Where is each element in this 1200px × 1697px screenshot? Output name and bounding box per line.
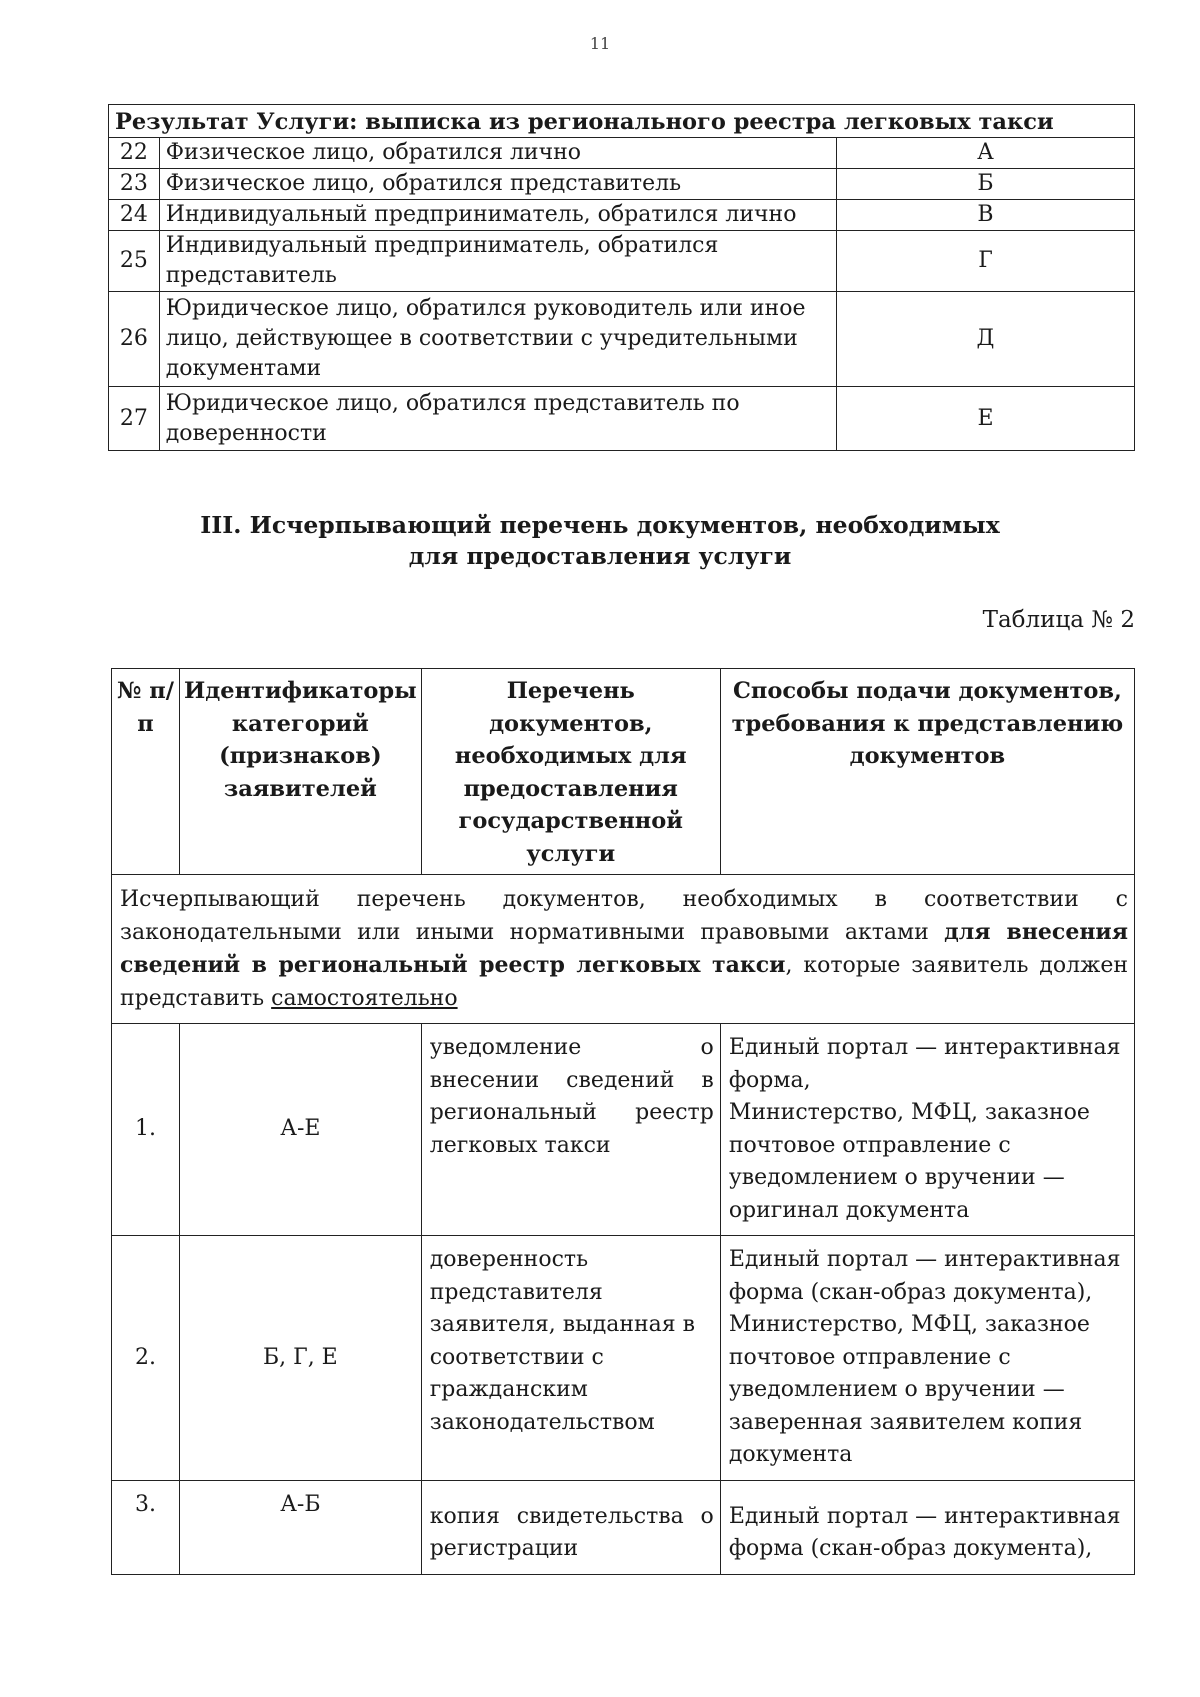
column-header-number: № п/п xyxy=(112,669,180,875)
row-number: 22 xyxy=(109,138,160,169)
table-row xyxy=(109,169,1135,200)
row-number: 24 xyxy=(109,200,160,231)
category-code: Е xyxy=(836,387,1134,451)
table-row xyxy=(109,138,1135,169)
category-description: Индивидуальный предприниматель, обратился лично xyxy=(159,200,836,231)
category-code: В xyxy=(836,200,1134,231)
intro-text-underline: самостоятельно xyxy=(271,986,458,1011)
table-row xyxy=(109,231,1135,292)
intro-text-bold: для внесения сведений в региональный реестр легковых такси xyxy=(120,919,1128,978)
column-header-categories: Идентификаторы категорий (признаков) заявителей xyxy=(180,669,422,875)
row-submission: Единый портал — интерактивная форма (скан-образ документа), Министерство, МФЦ, заказное почтовое отправление с уведомлением о вручении — заверенная заявителем копия документа xyxy=(720,1236,1134,1481)
category-code: А xyxy=(836,138,1134,169)
intro-text-part: Исчерпывающий перечень документов, необходимых в соответствии с законодательными или иными нормативными правовыми актами xyxy=(120,887,1128,945)
row-number: 2. xyxy=(112,1236,180,1481)
column-header-documents: Перечень документов, необходимых для предоставления государственной услуги xyxy=(421,669,720,875)
category-description: Индивидуальный предприниматель, обратился представитель xyxy=(159,231,836,292)
table-header-row xyxy=(112,669,1135,875)
category-code: Б xyxy=(836,169,1134,200)
row-number: 27 xyxy=(109,387,160,451)
table-row xyxy=(109,387,1135,451)
row-categories: А-Б xyxy=(180,1480,422,1574)
page-number: 11 xyxy=(589,34,611,53)
table-row xyxy=(109,200,1135,231)
row-submission: Единый портал — интерактивная форма (скан-образ документа), xyxy=(720,1480,1134,1574)
documents-table xyxy=(111,668,1135,1575)
result-header: Результат Услуги: выписка из регионального реестра легковых такси xyxy=(109,105,1135,138)
table-row xyxy=(109,292,1135,387)
row-submission: Единый портал — интерактивная форма, Министерство, МФЦ, заказное почтовое отправление с уведомлением о вручении — оригинал документа xyxy=(720,1024,1134,1236)
table-row xyxy=(112,1024,1135,1236)
row-document: уведомление о внесении сведений в региональный реестр легковых такси xyxy=(421,1024,720,1236)
row-number: 1. xyxy=(112,1024,180,1236)
table-row xyxy=(112,1480,1135,1574)
row-categories: Б, Г, Е xyxy=(180,1236,422,1481)
table-caption: Таблица № 2 xyxy=(982,607,1135,633)
category-description: Физическое лицо, обратился лично xyxy=(159,138,836,169)
category-code: Г xyxy=(836,231,1134,292)
row-number: 26 xyxy=(109,292,160,387)
row-number: 23 xyxy=(109,169,160,200)
table-header-row xyxy=(109,105,1135,138)
category-code: Д xyxy=(836,292,1134,387)
section-title xyxy=(0,510,1200,572)
intro-text-part: , которые заявитель должен представить xyxy=(120,953,1128,1011)
applicant-categories-table xyxy=(108,104,1135,451)
row-number: 25 xyxy=(109,231,160,292)
category-description: Юридическое лицо, обратился руководитель или иное лицо, действующее в соответствии с учредительными документами xyxy=(159,292,836,387)
row-document: доверенность представителя заявителя, выданная в соответствии с гражданским законодательством xyxy=(421,1236,720,1481)
column-header-submission: Способы подачи документов, требования к представлению документов xyxy=(720,669,1134,875)
section-title-line: для предоставления услуги xyxy=(408,542,792,570)
intro-row xyxy=(112,875,1135,1024)
intro-text xyxy=(112,875,1135,1024)
category-description: Юридическое лицо, обратился представитель по доверенности xyxy=(159,387,836,451)
row-categories: А-Е xyxy=(180,1024,422,1236)
category-description: Физическое лицо, обратился представитель xyxy=(159,169,836,200)
row-document: копия свидетельства о регистрации xyxy=(421,1480,720,1574)
row-number: 3. xyxy=(112,1480,180,1574)
section-title-line: III. Исчерпывающий перечень документов, необходимых xyxy=(200,511,1000,539)
table-row xyxy=(112,1236,1135,1481)
